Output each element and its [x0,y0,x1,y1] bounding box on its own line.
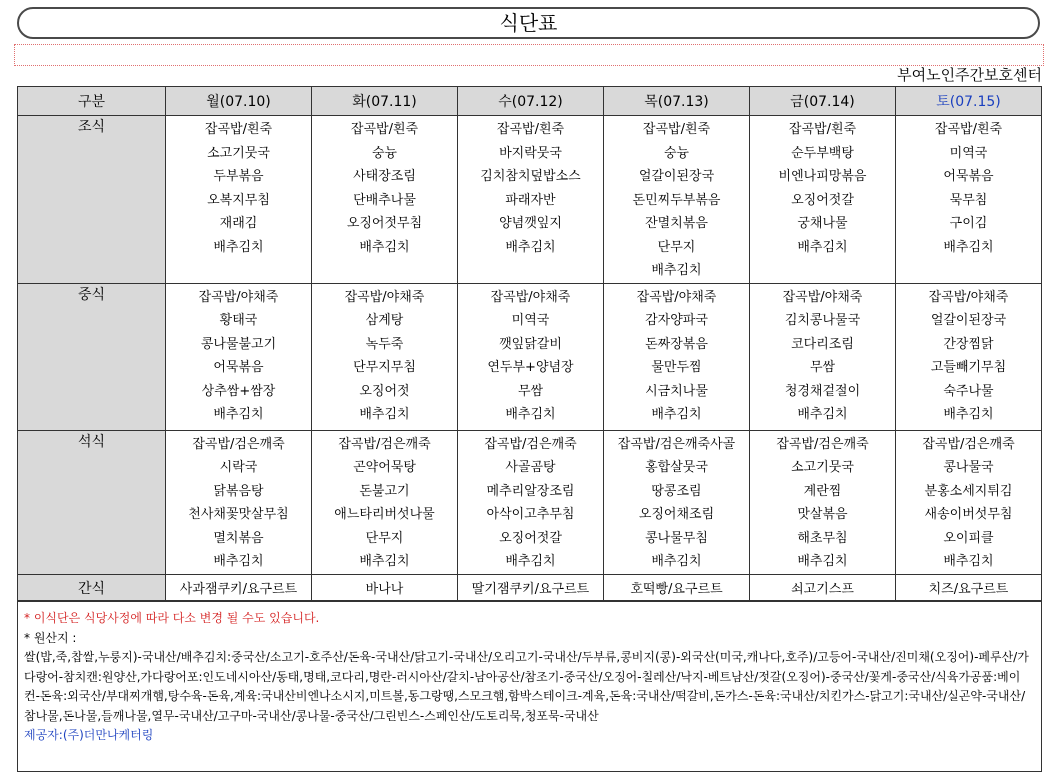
menu-item: 메추리알장조림 [486,483,575,499]
menu-cell [896,430,1042,574]
menu-item: 잡곡밥/야채죽 [344,289,425,305]
origin-text: 쌀(밥,죽,찹쌀,누룽지)-국내산/배추김치:중국산/소고기-호주산/돈육-국내산/닭고기-국내산/오리고기-국내산/두부류,콩비지(콩)-외국산(미국,캐나다,호주)/고등어-국내산/진미채(오징어)-페루산/가다랑어-참치캔:원양산,가다랑어포:인도네시아산/동태,명태,코다리,명란-러시아산/갈치-남아공산/참조기-중국산/오징어-칠레산/낙지-베트남산/젓갈(오징어)-중국산/꽃게-중국산/식육가공품:베이컨-돈육:외국산/부대찌개햄,탕수육-돈육,계육:국내산비엔나소시지,미트볼,동그랑땡,스모크햄,함박스테이크-계육,돈육:국내산/떡갈비,돈가스-돈육:국내산/치킨가스-닭고기:국내산/실곤약-국내산/참나물,돈나물,들깨나물,열무-국내산/고구마-국내산/콩나물-중국산/그린빈스-스페인산/도토리묵,청포묵-국내산 [24,650,1029,723]
menu-item: 사골곰탕 [505,460,556,475]
menu-item: 배추김치 [943,554,994,569]
menu-cell [166,116,312,284]
menu-item: 구이김 [949,216,988,231]
menu-cell [458,430,604,574]
menu-item: 삼계탕 [365,313,404,328]
menu-item: 맛살볶음 [797,507,848,522]
menu-item: 배추김치 [505,407,556,422]
menu-item: 잡곡밥/흰죽 [788,122,857,137]
header-day: 수(07.12) [458,87,604,116]
menu-item: 오징어채조림 [638,507,715,522]
menu-item: 콩나물국 [943,460,994,475]
menu-item: 땅콩조림 [651,483,702,499]
menu-item: 콩나물불고기 [200,336,277,352]
menu-item: 바지락뭇국 [499,145,562,161]
menu-cell [312,116,458,284]
menu-item: 배추김치 [943,239,994,255]
menu-item: 돈민찌두부볶음 [632,192,721,208]
menu-item: 잔멸치볶음 [645,216,708,231]
snack-name: 간식 [18,574,166,601]
header-guide-box [14,44,1044,66]
menu-item: 잡곡밥/검은깨죽사골 [617,436,736,452]
menu-item: 비엔나피망볶음 [778,169,867,184]
menu-item: 잡곡밥/흰죽 [934,122,1003,137]
menu-item: 순두부백탕 [791,145,854,161]
menu-item: 무쌈 [517,383,544,399]
menu-item: 분홍소세지튀김 [924,483,1013,499]
menu-cell [458,283,604,430]
meal-row [18,116,1042,284]
menu-item: 어묵볶음 [213,360,264,375]
menu-item: 잡곡밥/검은깨죽 [484,436,577,452]
menu-item: 배추김치 [359,407,410,422]
menu-item: 해초무침 [797,530,848,546]
menu-item: 애느타리버섯나물 [334,507,435,522]
menu-item: 묵무침 [949,192,988,208]
menu-item: 배추김치 [797,407,848,422]
header-day: 금(07.14) [750,87,896,116]
menu-cell [312,430,458,574]
menu-item: 잡곡밥/검은깨죽 [776,436,869,452]
snack-cell: 호떡빵/요구르트 [604,574,750,601]
menu-cell [896,116,1042,284]
menu-item: 잡곡밥/검은깨죽 [192,436,285,452]
meal-row [18,283,1042,430]
menu-item: 아삭이고추무침 [486,507,575,522]
menu-item: 코다리조림 [791,336,854,352]
menu-item: 닭볶음탕 [213,483,264,499]
menu-item: 미역국 [949,145,988,161]
header-day: 월(07.10) [166,87,312,116]
menu-item: 김치참치덮밥소스 [480,169,581,184]
menu-item: 홍합살뭇국 [645,460,708,475]
menu-item: 청경채겉절이 [784,383,861,399]
menu-item: 돈짜장볶음 [645,336,708,352]
header-day: 화(07.11) [312,87,458,116]
menu-item: 배추김치 [213,239,264,255]
supplier: 제공자:(주)더만나케터링 [24,728,154,742]
menu-item: 단무지 [657,239,696,255]
menu-item: 소고기뭇국 [207,145,270,161]
menu-cell [604,283,750,430]
menu-item: 잡곡밥/야채죽 [928,289,1009,305]
menu-cell [750,430,896,574]
menu-item: 파래자반 [505,192,556,208]
menu-item: 천사채꽃맛살무침 [188,507,289,522]
menu-item: 계란찜 [803,483,842,499]
menu-item: 오이피클 [943,530,994,546]
snack-cell: 사과잼쿠키/요구르트 [166,574,312,601]
menu-item: 배추김치 [359,239,410,255]
table-header-row [18,87,1042,116]
menu-item: 양념깻잎지 [499,216,562,231]
menu-item: 배추김치 [505,554,556,569]
menu-item: 오징어젓갈 [499,530,562,546]
menu-item: 멸치볶음 [213,530,264,546]
menu-item: 배추김치 [651,263,702,278]
menu-item: 상추쌈+쌈장 [201,383,276,399]
menu-item: 잡곡밥/흰죽 [204,122,273,137]
menu-item: 황태국 [219,313,258,328]
menu-cell [166,283,312,430]
header-day: 목(07.13) [604,87,750,116]
menu-item: 시락국 [219,460,258,475]
snack-cell: 딸기잼쿠키/요구르트 [458,574,604,601]
menu-item: 무쌈 [809,360,836,375]
menu-item: 돈불고기 [359,483,410,499]
menu-item: 깻잎닭갈비 [499,336,562,352]
menu-item: 잡곡밥/야채죽 [782,289,863,305]
menu-item: 숭늉 [663,145,690,161]
menu-table [17,86,1042,602]
menu-item: 녹두죽 [365,336,404,352]
menu-item: 잡곡밥/야채죽 [490,289,571,305]
snack-cell: 바나나 [312,574,458,601]
menu-item: 잡곡밥/검은깨죽 [338,436,431,452]
menu-item: 배추김치 [651,554,702,569]
menu-item: 재래김 [219,216,258,231]
menu-item: 잡곡밥/흰죽 [496,122,565,137]
page-title: 식단표 [17,7,1040,39]
meal-name: 조식 [18,116,166,284]
menu-item: 잡곡밥/흰죽 [642,122,711,137]
menu-item: 배추김치 [797,239,848,255]
menu-item: 시금치나물 [645,383,708,399]
snack-cell: 쇠고기스프 [750,574,896,601]
menu-item: 오징어젓무침 [346,216,423,231]
menu-cell [604,116,750,284]
menu-item: 배추김치 [651,407,702,422]
menu-item: 물만두찜 [651,360,702,375]
menu-item: 소고기뭇국 [791,460,854,475]
menu-item: 어묵볶음 [943,169,994,184]
menu-cell [896,283,1042,430]
snack-row [18,574,1042,601]
menu-cell [458,116,604,284]
menu-item: 오복지무침 [207,192,270,208]
header-day-saturday: 토(07.15) [896,87,1042,116]
menu-item: 고들빼기무침 [930,360,1007,375]
menu-item: 두부볶음 [213,169,264,184]
menu-item: 얼갈이된장국 [638,169,715,184]
origin-label: * 원산지 : [24,630,77,645]
menu-item: 숙주나물 [943,383,994,399]
menu-item: 배추김치 [505,239,556,255]
menu-item: 연두부+양념장 [487,360,574,375]
menu-item: 오징어젓 [359,383,410,399]
menu-item: 얼갈이된장국 [930,313,1007,328]
menu-item: 배추김치 [359,554,410,569]
menu-item: 잡곡밥/야채죽 [636,289,717,305]
menu-item: 감자양파국 [645,313,708,328]
organization-name: 부여노인주간보호센터 [897,66,1042,84]
menu-item: 배추김치 [213,554,264,569]
menu-cell [750,116,896,284]
menu-item: 잡곡밥/흰죽 [350,122,419,137]
menu-item: 단배추나물 [353,192,416,208]
menu-item: 숭늉 [371,145,398,161]
menu-item: 김치콩나물국 [784,313,861,328]
menu-item: 단무지 [365,530,404,546]
menu-item: 단무지무침 [353,360,416,375]
menu-item: 잡곡밥/야채죽 [198,289,279,305]
header-category: 구분 [18,87,166,116]
meal-name: 중식 [18,283,166,430]
menu-item: 궁채나물 [797,216,848,231]
snack-cell: 치즈/요구르트 [896,574,1042,601]
menu-item: 콩나물무침 [645,530,708,546]
notes-box [17,600,1042,772]
menu-item: 오징어젓갈 [791,192,854,208]
menu-item: 간장찜닭 [943,336,994,352]
meal-row [18,430,1042,574]
menu-item: 배추김치 [213,407,264,422]
menu-item: 배추김치 [797,554,848,569]
menu-cell [166,430,312,574]
menu-item: 배추김치 [943,407,994,422]
menu-item: 사태장조림 [353,169,416,184]
meal-name: 석식 [18,430,166,574]
menu-cell [312,283,458,430]
menu-item: 곤약어묵탕 [353,460,416,475]
menu-cell [750,283,896,430]
menu-item: 새송이버섯무침 [924,507,1013,522]
menu-cell [604,430,750,574]
change-notice: * 이식단은 식당사정에 따라 다소 변경 될 수도 있습니다. [24,611,320,625]
menu-item: 잡곡밥/검은깨죽 [922,436,1015,452]
menu-item: 미역국 [511,313,550,328]
